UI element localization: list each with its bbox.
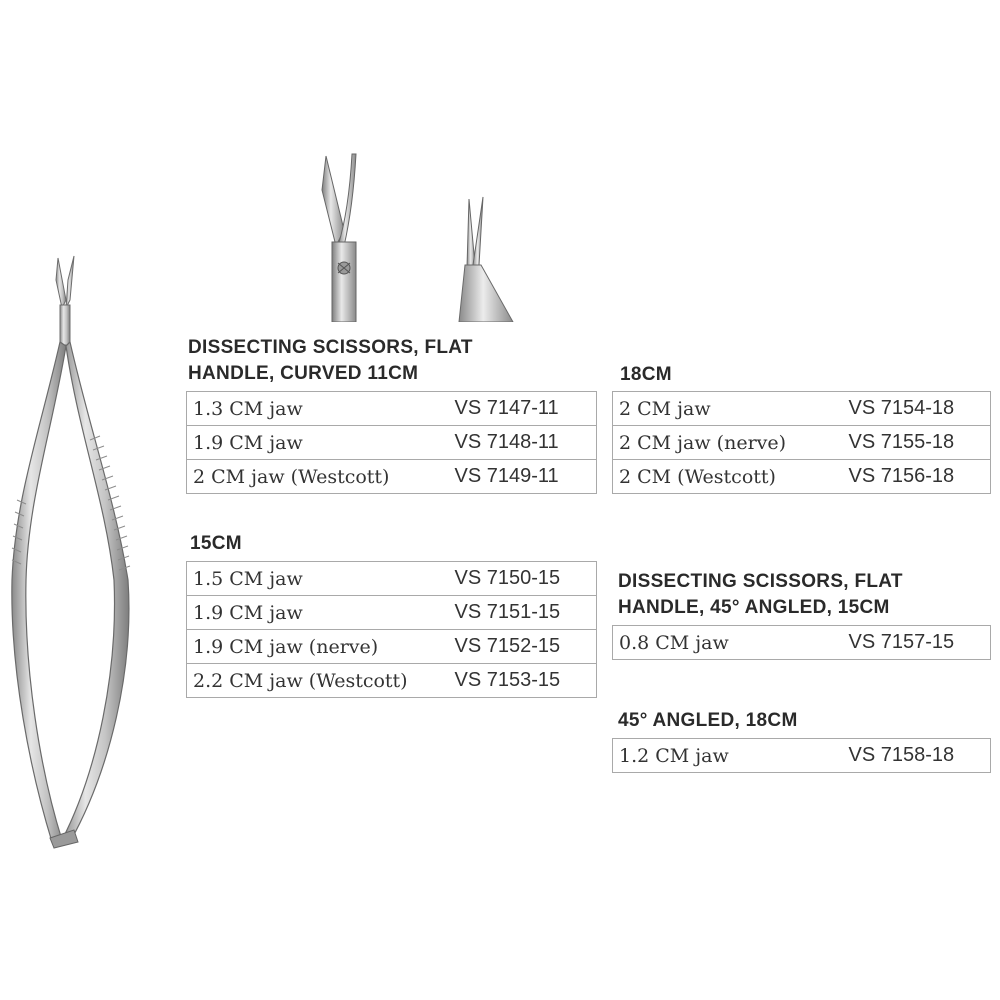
table-row [613,460,991,494]
jaw-size: 2 CM jaw (Westcott) [187,460,449,494]
table-row [613,392,991,426]
product-table-curved-11cm [186,391,597,494]
product-code: VS 7150-15 [449,562,597,596]
heading-line: HANDLE, CURVED 11CM [188,363,419,384]
jaw-size: 2.2 CM jaw (Westcott) [187,664,449,698]
heading-line: HANDLE, 45° ANGLED, 15CM [618,597,890,618]
table-row [187,426,597,460]
section-heading-angled-18cm [618,708,798,734]
section-heading-18cm [620,362,672,388]
product-code: VS 7148-11 [449,426,597,460]
product-code: VS 7158-18 [843,739,991,773]
product-code: VS 7151-15 [449,596,597,630]
product-code: VS 7156-18 [843,460,991,494]
table-row [187,562,597,596]
product-table-15cm [186,561,597,698]
product-code: VS 7152-15 [449,630,597,664]
jaw-size: 1.9 CM jaw (nerve) [187,630,449,664]
table-row [187,596,597,630]
heading-line: 15CM [190,533,242,554]
jaw-size: 1.5 CM jaw [187,562,449,596]
product-code: VS 7154-18 [843,392,991,426]
jaw-size: 1.3 CM jaw [187,392,449,426]
jaw-size: 1.9 CM jaw [187,426,449,460]
jaw-size: 2 CM jaw (nerve) [613,426,843,460]
product-table-angled-15cm [612,625,991,660]
table-row [187,460,597,494]
jaw-size: 2 CM jaw [613,392,843,426]
product-code: VS 7147-11 [449,392,597,426]
product-table-18cm [612,391,991,494]
table-row [187,630,597,664]
table-row [613,626,991,660]
product-code: VS 7153-15 [449,664,597,698]
scissors-full-illustration [0,250,140,860]
curved-tip-closeup-illustration [318,150,368,322]
section-heading-15cm [190,531,242,557]
heading-line: DISSECTING SCISSORS, FLAT [618,571,903,592]
heading-line: 45° ANGLED, 18CM [618,710,798,731]
product-code: VS 7157-15 [843,626,991,660]
jaw-size: 0.8 CM jaw [613,626,843,660]
heading-line: 18CM [620,364,672,385]
jaw-size: 2 CM (Westcott) [613,460,843,494]
table-row [613,426,991,460]
jaw-size: 1.9 CM jaw [187,596,449,630]
product-code: VS 7149-11 [449,460,597,494]
table-row [187,392,597,426]
product-code: VS 7155-18 [843,426,991,460]
section-heading-angled-15cm [618,569,903,621]
heading-line: DISSECTING SCISSORS, FLAT [188,337,473,358]
angled-tip-closeup-illustration [455,195,517,322]
jaw-size: 1.2 CM jaw [613,739,843,773]
section-heading-curved-11cm [188,335,473,387]
table-row [613,739,991,773]
table-row [187,664,597,698]
product-table-angled-18cm [612,738,991,773]
